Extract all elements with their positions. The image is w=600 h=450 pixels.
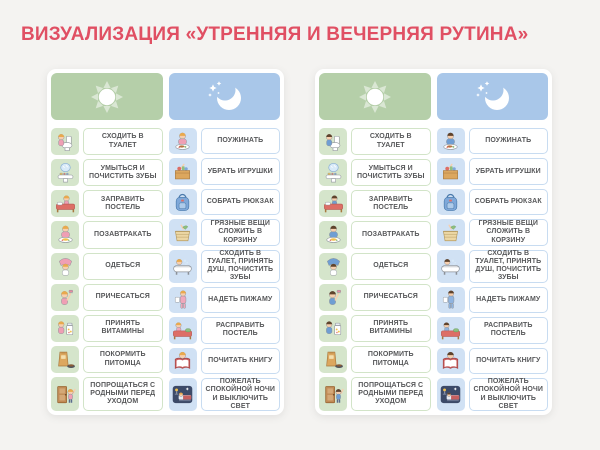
task-row: [437, 158, 549, 184]
task-row: [51, 315, 163, 342]
routine-cards: [47, 69, 552, 415]
task-row: [51, 221, 163, 248]
task-label: ПОЖЕЛАТЬ СПОКОЙНОЙ НОЧИ И ВЫКЛЮЧИТЬ СВЕТ: [201, 378, 281, 411]
task-row: [437, 128, 549, 154]
task-row: [169, 378, 281, 411]
task-label: ПРИЧЕСАТЬСЯ: [351, 284, 431, 311]
pajamas-icon: [169, 287, 197, 313]
task-row: [437, 317, 549, 343]
toilet-icon: [51, 128, 79, 155]
task-row: [169, 189, 281, 215]
brush-hair-icon: [319, 284, 347, 311]
goodnight-icon: [437, 378, 465, 411]
laundry-basket-icon: [169, 219, 197, 245]
task-row: [319, 190, 431, 217]
task-row: [169, 219, 281, 245]
task-label: ПОЧИТАТЬ КНИГУ: [469, 348, 549, 374]
straighten-bed-icon: [437, 317, 465, 343]
task-label: ПОКОРМИТЬ ПИТОМЦА: [83, 346, 163, 373]
toilet-icon: [319, 128, 347, 155]
straighten-bed-icon: [169, 317, 197, 343]
morning-column: [51, 73, 163, 411]
moon-icon: [471, 80, 513, 114]
task-label: УМЫТЬСЯ И ПОЧИСТИТЬ ЗУБЫ: [83, 159, 163, 186]
evening-header: [437, 73, 549, 120]
evening-task-list: [169, 128, 281, 411]
routine-card-boy: [315, 69, 552, 415]
task-row: [169, 287, 281, 313]
task-label: РАСПРАВИТЬ ПОСТЕЛЬ: [469, 317, 549, 343]
get-dressed-icon: [319, 253, 347, 280]
dinner-icon: [437, 128, 465, 154]
brush-hair-icon: [51, 284, 79, 311]
task-label: ПРИНЯТЬ ВИТАМИНЫ: [351, 315, 431, 342]
morning-task-list: [51, 128, 163, 411]
tidy-toys-icon: [169, 158, 197, 184]
task-row: [169, 348, 281, 374]
sun-icon: [88, 78, 126, 116]
task-row: [319, 159, 431, 186]
task-label: ПОКОРМИТЬ ПИТОМЦА: [351, 346, 431, 373]
evening-column: [437, 73, 549, 411]
task-label: ПОУЖИНАТЬ: [201, 128, 281, 154]
task-label: ЗАПРАВИТЬ ПОСТЕЛЬ: [83, 190, 163, 217]
task-label: УМЫТЬСЯ И ПОЧИСТИТЬ ЗУБЫ: [351, 159, 431, 186]
task-row: [437, 250, 549, 283]
vitamins-icon: [319, 315, 347, 342]
task-label: НАДЕТЬ ПИЖАМУ: [201, 287, 281, 313]
task-label: СХОДИТЬ В ТУАЛЕТ, ПРИНЯТЬ ДУШ, ПОЧИСТИТЬ ЗУБЫ: [201, 250, 281, 283]
task-row: [437, 348, 549, 374]
task-row: [169, 317, 281, 343]
get-dressed-icon: [51, 253, 79, 280]
task-row: [51, 284, 163, 311]
task-label: ПОЖЕЛАТЬ СПОКОЙНОЙ НОЧИ И ВЫКЛЮЧИТЬ СВЕТ: [469, 378, 549, 411]
bath-icon: [437, 250, 465, 283]
make-bed-icon: [51, 190, 79, 217]
sun-icon: [356, 78, 394, 116]
task-row: [169, 128, 281, 154]
task-label: ГРЯЗНЫЕ ВЕЩИ СЛОЖИТЬ В КОРЗИНУ: [201, 219, 281, 245]
task-label: ПОПРОЩАТЬСЯ С РОДНЫМИ ПЕРЕД УХОДОМ: [351, 377, 431, 411]
task-label: ПРИЧЕСАТЬСЯ: [83, 284, 163, 311]
evening-column: [169, 73, 281, 411]
task-label: ПОУЖИНАТЬ: [469, 128, 549, 154]
task-label: ПОПРОЩАТЬСЯ С РОДНЫМИ ПЕРЕД УХОДОМ: [83, 377, 163, 411]
task-label: РАСПРАВИТЬ ПОСТЕЛЬ: [201, 317, 281, 343]
task-label: СХОДИТЬ В ТУАЛЕТ: [351, 128, 431, 155]
evening-task-list: [437, 128, 549, 411]
task-label: ОДЕТЬСЯ: [83, 253, 163, 280]
task-row: [319, 128, 431, 155]
backpack-icon: [169, 189, 197, 215]
task-label: СОБРАТЬ РЮКЗАК: [469, 189, 549, 215]
feed-pet-icon: [51, 346, 79, 373]
task-row: [437, 287, 549, 313]
page-title: ВИЗУАЛИЗАЦИЯ «УТРЕННЯЯ И ВЕЧЕРНЯЯ РУТИНА»: [21, 24, 529, 45]
routine-card-girl: [47, 69, 284, 415]
morning-column: [319, 73, 431, 411]
make-bed-icon: [319, 190, 347, 217]
task-label: СХОДИТЬ В ТУАЛЕТ, ПРИНЯТЬ ДУШ, ПОЧИСТИТЬ ЗУБЫ: [469, 250, 549, 283]
morning-header: [319, 73, 431, 120]
read-book-icon: [169, 348, 197, 374]
task-row: [169, 250, 281, 283]
task-label: ГРЯЗНЫЕ ВЕЩИ СЛОЖИТЬ В КОРЗИНУ: [469, 219, 549, 245]
goodnight-icon: [169, 378, 197, 411]
morning-task-list: [319, 128, 431, 411]
task-row: [319, 346, 431, 373]
task-label: СХОДИТЬ В ТУАЛЕТ: [83, 128, 163, 155]
task-label: ЗАПРАВИТЬ ПОСТЕЛЬ: [351, 190, 431, 217]
task-label: СОБРАТЬ РЮКЗАК: [201, 189, 281, 215]
morning-header: [51, 73, 163, 120]
task-label: ПОЗАВТРАКАТЬ: [83, 221, 163, 248]
task-row: [169, 158, 281, 184]
laundry-basket-icon: [437, 219, 465, 245]
task-label: УБРАТЬ ИГРУШКИ: [201, 158, 281, 184]
task-row: [51, 190, 163, 217]
task-label: ПОЧИТАТЬ КНИГУ: [201, 348, 281, 374]
breakfast-icon: [319, 221, 347, 248]
task-row: [319, 221, 431, 248]
bath-icon: [169, 250, 197, 283]
dinner-icon: [169, 128, 197, 154]
task-row: [319, 315, 431, 342]
task-row: [51, 377, 163, 411]
task-label: НАДЕТЬ ПИЖАМУ: [469, 287, 549, 313]
goodbye-door-icon: [319, 377, 347, 411]
evening-header: [169, 73, 281, 120]
task-row: [437, 219, 549, 245]
moon-icon: [203, 80, 245, 114]
task-row: [51, 159, 163, 186]
task-row: [51, 253, 163, 280]
breakfast-icon: [51, 221, 79, 248]
task-label: ПРИНЯТЬ ВИТАМИНЫ: [83, 315, 163, 342]
tidy-toys-icon: [437, 158, 465, 184]
task-row: [437, 189, 549, 215]
task-label: ОДЕТЬСЯ: [351, 253, 431, 280]
task-row: [319, 377, 431, 411]
task-row: [319, 253, 431, 280]
feed-pet-icon: [319, 346, 347, 373]
backpack-icon: [437, 189, 465, 215]
task-row: [51, 128, 163, 155]
task-row: [51, 346, 163, 373]
goodbye-door-icon: [51, 377, 79, 411]
wash-face-icon: [51, 159, 79, 186]
read-book-icon: [437, 348, 465, 374]
task-row: [319, 284, 431, 311]
pajamas-icon: [437, 287, 465, 313]
task-row: [437, 378, 549, 411]
task-label: ПОЗАВТРАКАТЬ: [351, 221, 431, 248]
task-label: УБРАТЬ ИГРУШКИ: [469, 158, 549, 184]
wash-face-icon: [319, 159, 347, 186]
vitamins-icon: [51, 315, 79, 342]
